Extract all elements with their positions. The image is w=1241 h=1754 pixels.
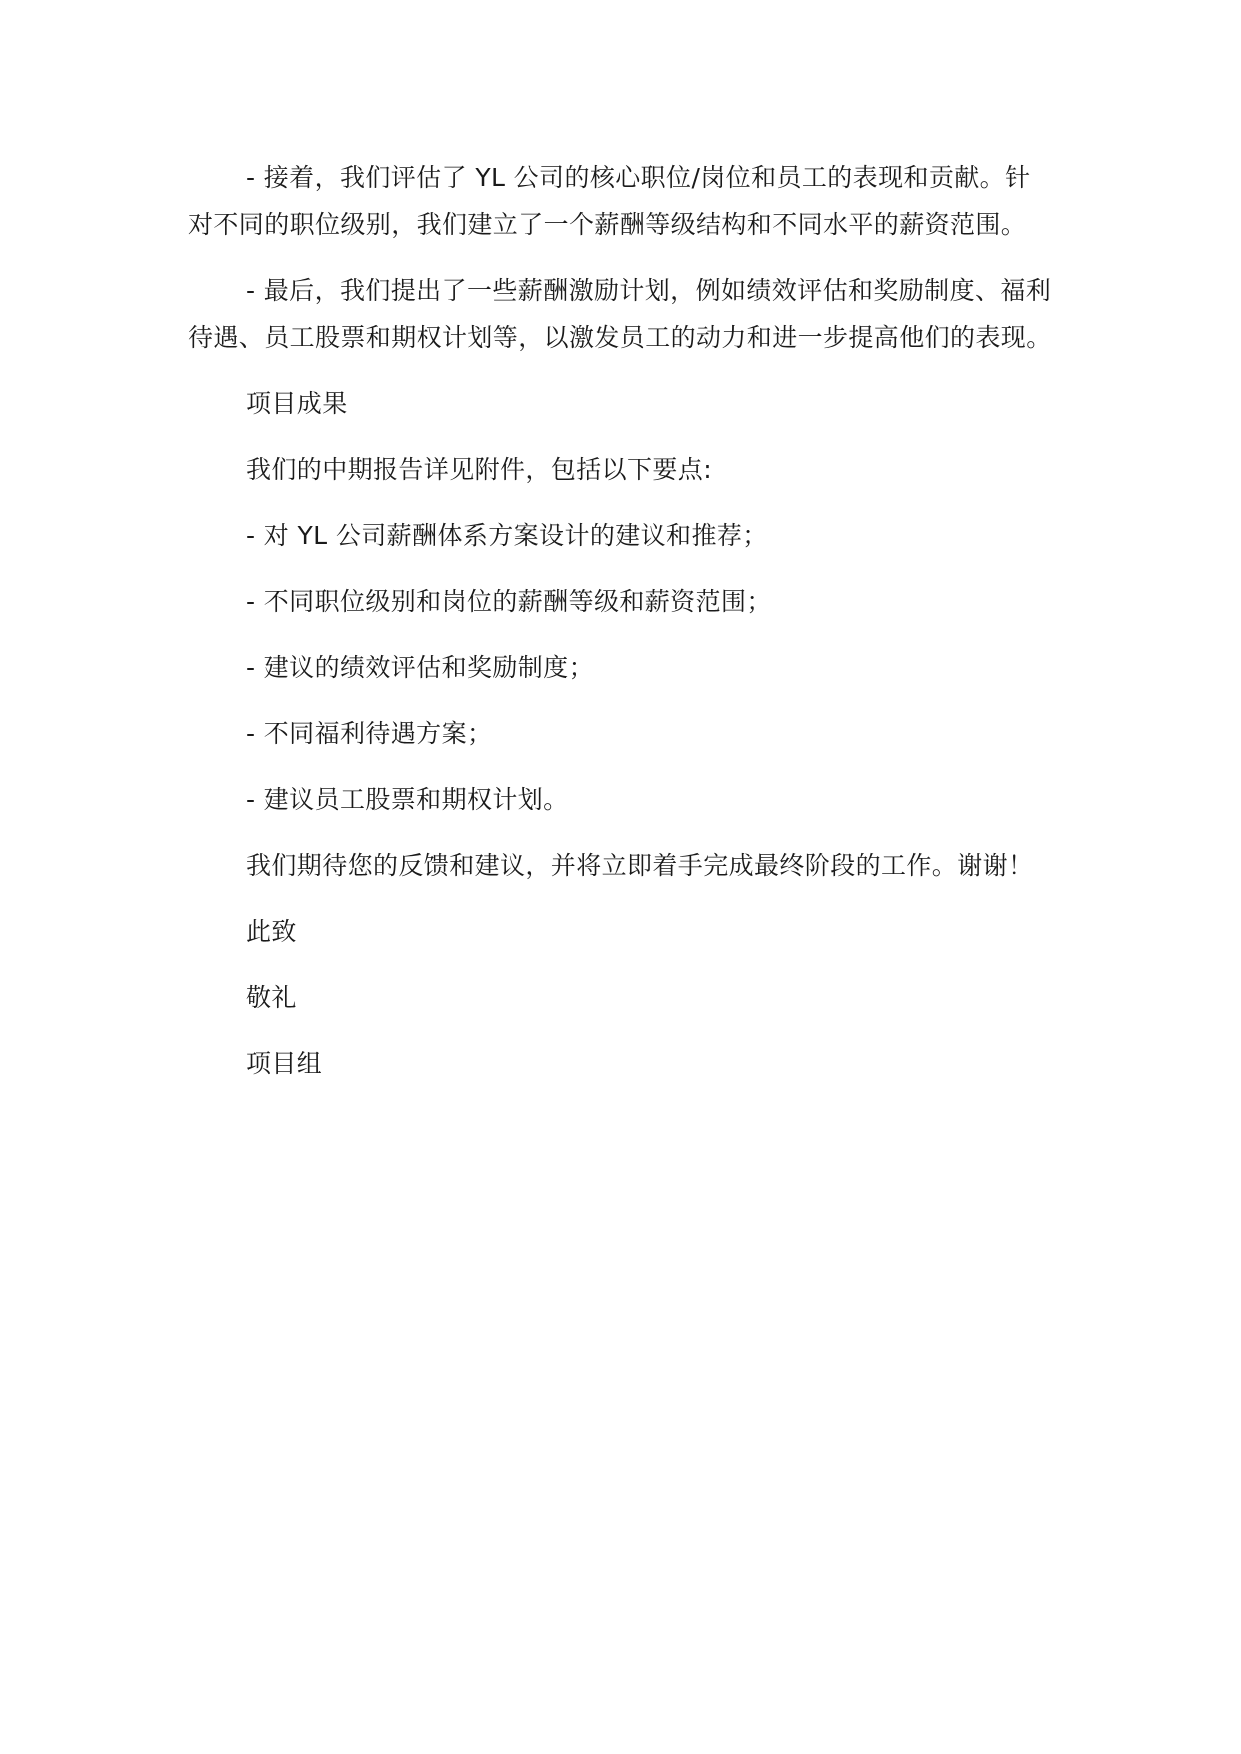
- list-item: - 不同职位级别和岗位的薪酬等级和薪资范围；: [246, 587, 772, 616]
- paragraph-evaluation: - 接着，我们评估了 YL 公司的核心职位/岗位和员工的表现和贡献。针对不同的职位级别，我们建立了一个薪酬等级结构和不同水平的薪资范围。: [188, 163, 1031, 239]
- list-item: - 建议员工股票和期权计划。: [246, 785, 569, 814]
- list-item: - 建议的绩效评估和奖励制度；: [246, 653, 594, 682]
- list-item: - 对 YL 公司薪酬体系方案设计的建议和推荐；: [246, 521, 768, 550]
- closing-regards: 敬礼: [246, 983, 297, 1012]
- paragraph-report-intro: 我们的中期报告详见附件，包括以下要点:: [246, 455, 713, 484]
- section-heading-results: 项目成果: [246, 389, 348, 418]
- document-body: [188, 154, 1054, 1106]
- paragraph-incentive-plan: - 最后，我们提出了一些薪酬激励计划，例如绩效评估和奖励制度、福利待遇、员工股票和期权计划等，以激发员工的动力和进一步提高他们的表现。: [188, 276, 1052, 352]
- signature-team: 项目组: [246, 1049, 323, 1078]
- closing-salutation: 此致: [246, 917, 297, 946]
- paragraph-closing: 我们期待您的反馈和建议，并将立即着手完成最终阶段的工作。谢谢！: [246, 851, 1034, 880]
- list-item: - 不同福利待遇方案；: [246, 719, 493, 748]
